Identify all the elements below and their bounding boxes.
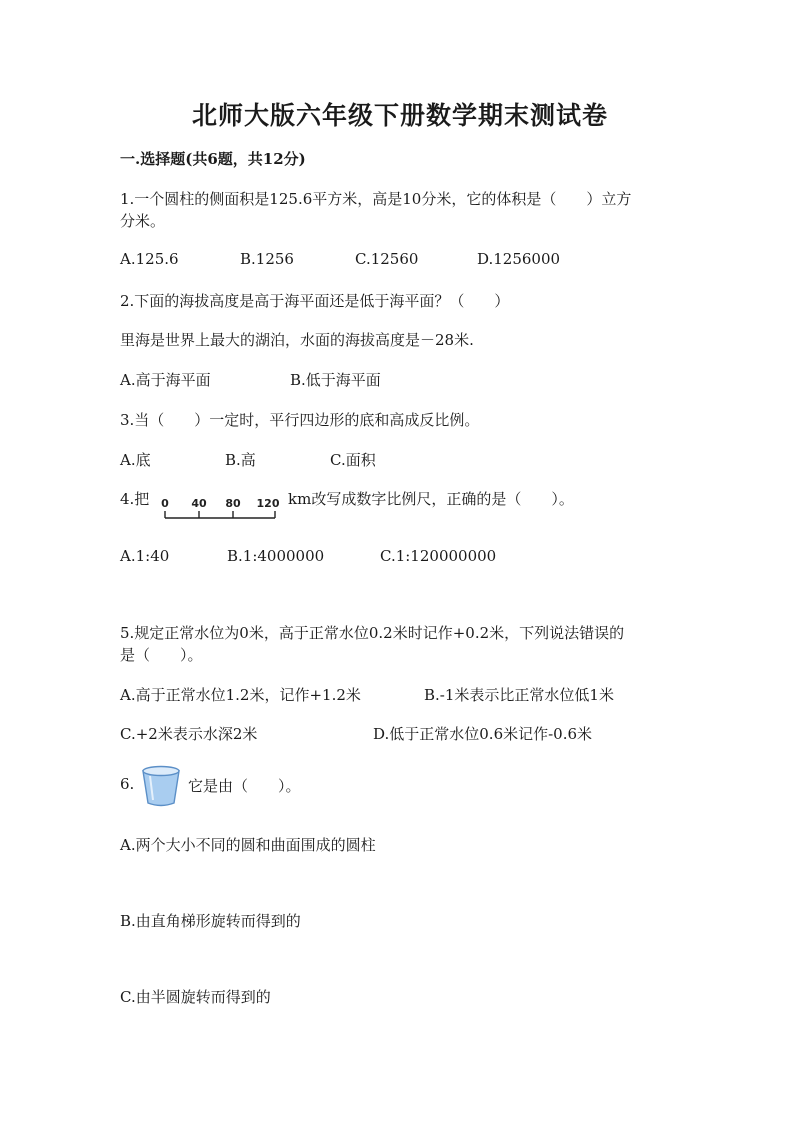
question-3-option-a: A.底 — [120, 451, 151, 469]
cup-rim — [143, 767, 179, 776]
question-2-line-1: 2.下面的海拔高度是高于海平面还是低于海平面？（ ） — [120, 292, 510, 310]
section-heading: 一.选择题(共6题，共12分) — [120, 150, 306, 168]
question-6-option-c: C.由半圆旋转而得到的 — [120, 988, 271, 1006]
question-3-option-b: B.高 — [225, 451, 256, 469]
question-4-option-c: C.1:120000000 — [380, 547, 497, 565]
question-1-line-2: 分米。 — [120, 212, 166, 230]
scale-label-80: 80 — [225, 497, 241, 510]
question-6-option-b: B.由直角梯形旋转而得到的 — [120, 912, 301, 930]
question-3-line-1: 3.当（ ）一定时，平行四边形的底和高成反比例。 — [120, 411, 480, 429]
page-title: 北师大版六年级下册数学期末测试卷 — [191, 101, 608, 130]
question-2-option-b: B.低于海平面 — [290, 371, 381, 389]
question-2-line-2: 里海是世界上最大的湖泊，水面的海拔高度是－28米. — [120, 331, 474, 349]
question-1-option-b: B.1256 — [240, 250, 294, 268]
question-1-option-d: D.1256000 — [477, 250, 561, 268]
question-4-option-b: B.1:4000000 — [227, 547, 325, 565]
scale-label-40: 40 — [191, 497, 207, 510]
question-4-prefix: 4.把 — [120, 490, 150, 508]
question-1-option-a: A.125.6 — [120, 250, 179, 268]
question-5-option-d: D.低于正常水位0.6米记作-0.6米 — [373, 725, 593, 743]
question-4-option-a: A.1:40 — [120, 547, 170, 565]
question-4-suffix: km改写成数字比例尺，正确的是（ ）。 — [288, 490, 574, 508]
question-5-line-2: 是（ ）。 — [120, 646, 203, 664]
question-1-option-c: C.12560 — [355, 250, 419, 268]
frustum-cup-icon — [140, 764, 182, 808]
question-6-prefix: 6. — [120, 775, 135, 793]
question-5-line-1: 5.规定正常水位为0米，高于正常水位0.2米时记作+0.2米，下列说法错误的 — [120, 624, 625, 642]
question-6-option-a: A.两个大小不同的圆和曲面围成的圆柱 — [120, 836, 376, 854]
question-3-option-c: C.面积 — [330, 451, 376, 469]
scale-label-0: 0 — [161, 497, 169, 510]
scale-label-120: 120 — [256, 497, 280, 510]
question-5-option-a: A.高于正常水位1.2米，记作+1.2米 — [120, 686, 361, 704]
scale-bar-figure — [158, 494, 284, 524]
question-2-option-a: A.高于海平面 — [120, 371, 211, 389]
question-5-option-b: B.-1米表示比正常水位低1米 — [424, 686, 614, 704]
question-1-line-1: 1.一个圆柱的侧面积是125.6平方米，高是10分米，它的体积是（ ）立方 — [120, 190, 632, 208]
question-5-option-c: C.+2米表示水深2米 — [120, 725, 258, 743]
question-6-suffix: 它是由（ ）。 — [188, 777, 301, 795]
